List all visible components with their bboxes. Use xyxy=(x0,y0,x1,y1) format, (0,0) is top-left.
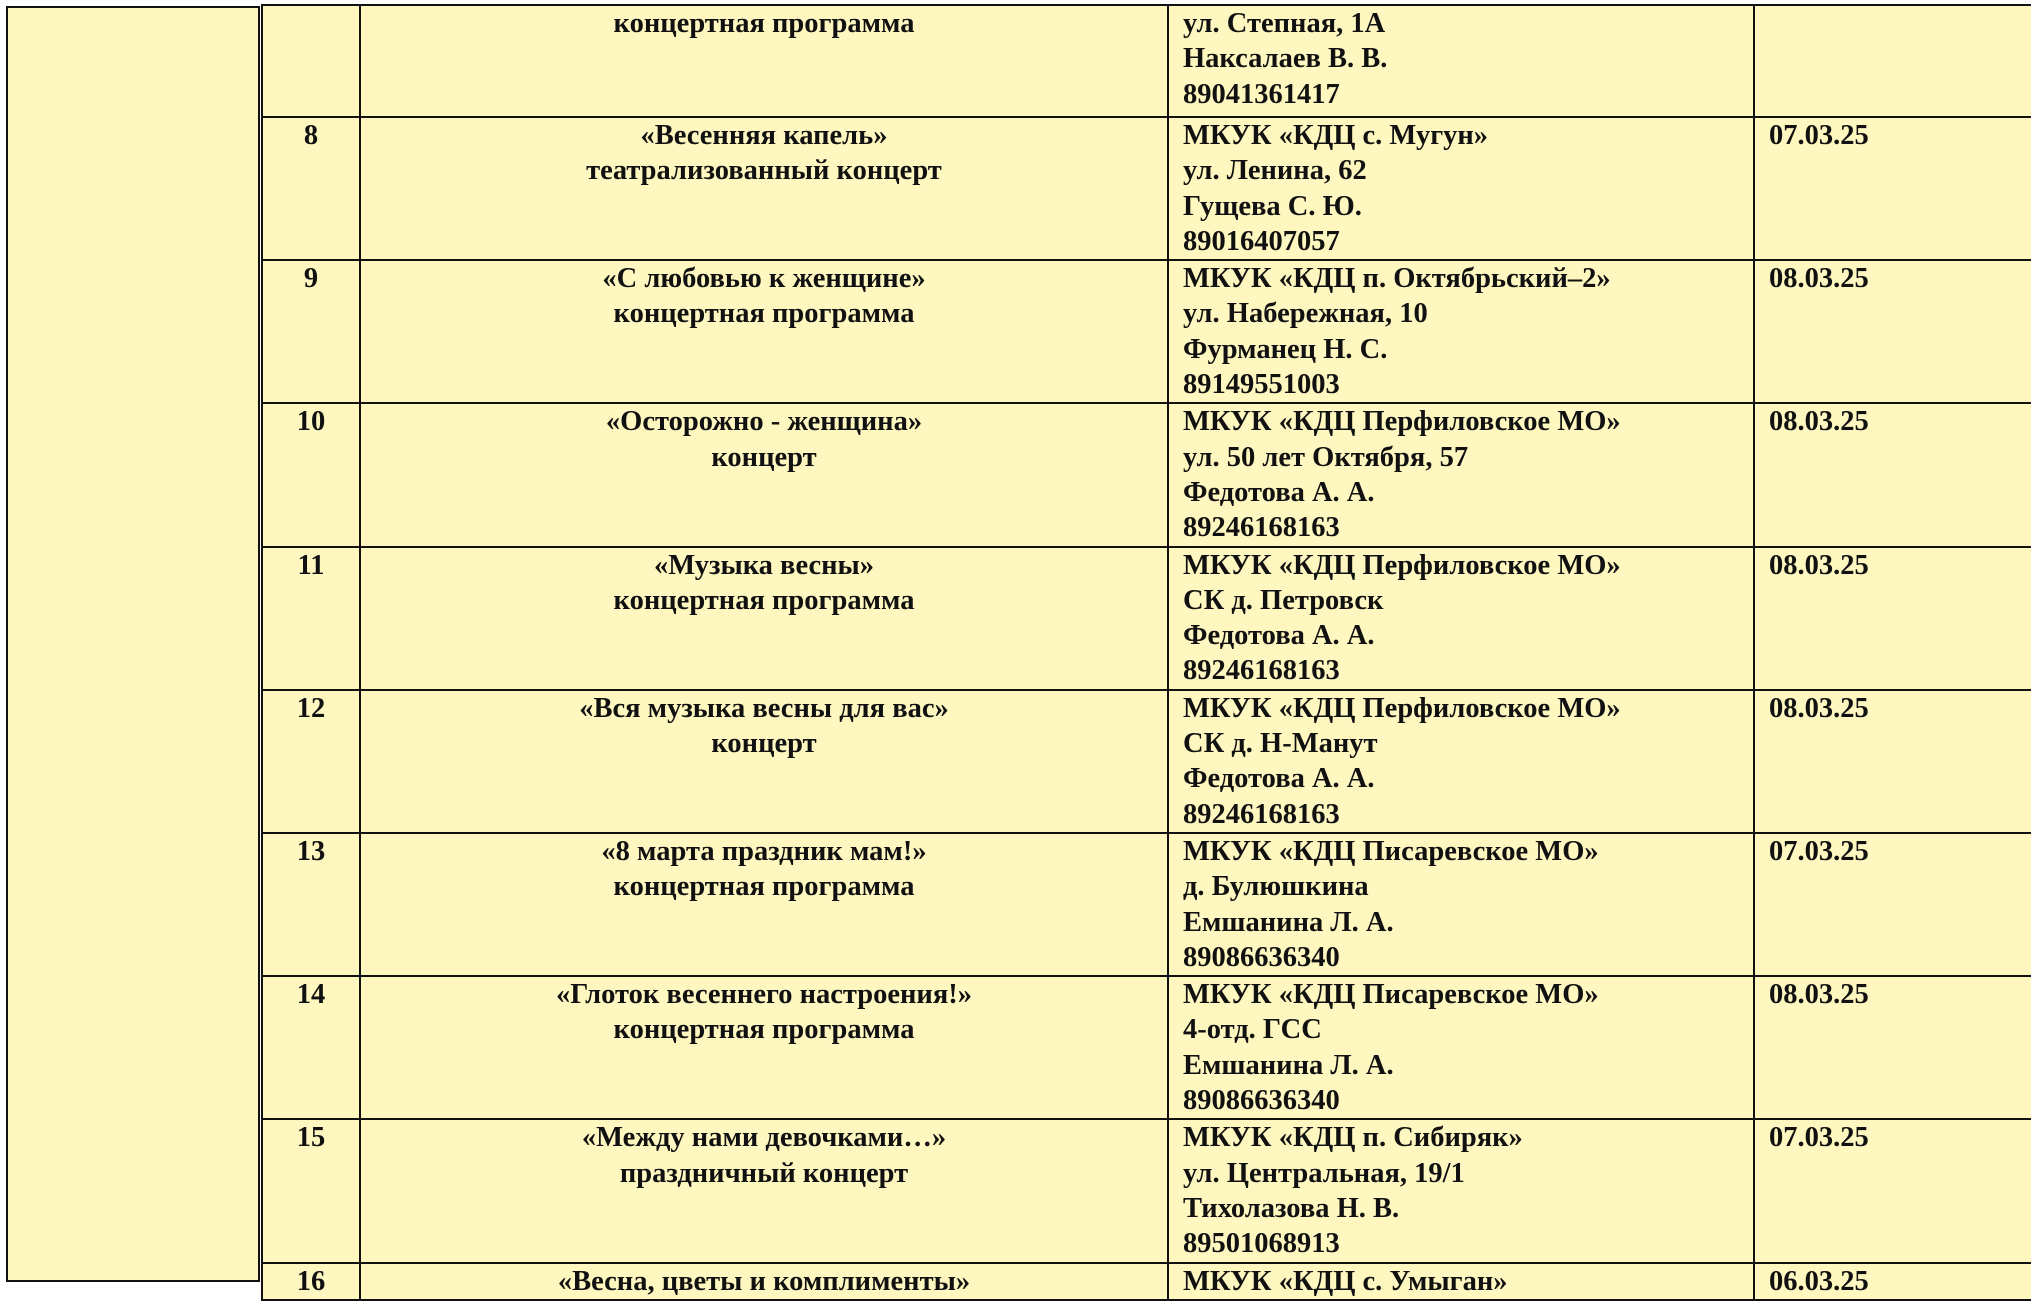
event-type: концерт xyxy=(711,441,817,473)
row-number-cell: 9 xyxy=(262,260,360,403)
event-type: концертная программа xyxy=(613,871,915,903)
venue-phone: 89149551003 xyxy=(1183,369,1340,401)
venue-contact: Наксалаев В. В. xyxy=(1183,43,1388,75)
venue-cell xyxy=(1168,976,1754,1119)
event-cell xyxy=(360,260,1168,403)
event-cell xyxy=(360,690,1168,833)
event-cell xyxy=(360,833,1168,976)
row-number-cell: 15 xyxy=(262,1119,360,1262)
venue-cell xyxy=(1168,1263,1754,1300)
row-number-cell: 10 xyxy=(262,403,360,546)
event-title: «Между нами девочками…» xyxy=(581,1122,947,1154)
table-row xyxy=(262,117,2031,260)
table-row xyxy=(262,976,2031,1119)
venue-phone: 89246168163 xyxy=(1183,512,1340,544)
date-cell: 07.03.25 xyxy=(1754,1119,2031,1262)
venue-contact: Емшанина Л. А. xyxy=(1183,906,1394,938)
document-page xyxy=(6,6,2027,1297)
table-row xyxy=(262,833,2031,976)
event-type: театрализованный концерт xyxy=(586,155,942,187)
venue-name: МКУК «КДЦ п. Октябрьский–2» xyxy=(1183,263,1611,295)
table-row xyxy=(262,403,2031,546)
event-cell xyxy=(360,976,1168,1119)
venue-address: д. Булюшкина xyxy=(1183,871,1369,903)
venue-name: МКУК «КДЦ с. Мугун» xyxy=(1183,120,1489,151)
event-cell xyxy=(360,5,1168,117)
table-row xyxy=(262,260,2031,403)
venue-cell xyxy=(1168,690,1754,833)
table-row xyxy=(262,5,2031,117)
venue-phone: 89041361417 xyxy=(1183,78,1340,110)
venue-address: ул. Ленина, 62 xyxy=(1183,155,1367,187)
venue-name: МКУК «КДЦ с. Умыган» xyxy=(1183,1265,1508,1297)
venue-cell xyxy=(1168,1119,1754,1262)
row-number-cell: 13 xyxy=(262,833,360,976)
date-cell: 08.03.25 xyxy=(1754,690,2031,833)
row-number-cell: 12 xyxy=(262,690,360,833)
event-cell xyxy=(360,547,1168,690)
venue-cell xyxy=(1168,403,1754,546)
events-table xyxy=(261,4,2031,1301)
event-type: концертная программа xyxy=(613,1014,915,1046)
venue-cell xyxy=(1168,833,1754,976)
event-title: «Музыка весны» xyxy=(653,549,875,581)
venue-address: СК д. Н-Манут xyxy=(1183,728,1378,760)
venue-name: МКУК «КДЦ п. Сибиряк» xyxy=(1183,1122,1523,1154)
table-row xyxy=(262,690,2031,833)
venue-contact: Федотова А. А. xyxy=(1183,476,1375,508)
venue-contact: Гущева С. Ю. xyxy=(1183,190,1362,222)
venue-address: ул. Набережная, 10 xyxy=(1183,298,1428,330)
event-type: концерт xyxy=(711,728,817,760)
venue-phone: 89086636340 xyxy=(1183,1085,1340,1117)
date-cell: 07.03.25 xyxy=(1754,117,2031,260)
venue-cell xyxy=(1168,117,1754,260)
table-row xyxy=(262,1263,2031,1300)
venue-address: ул. Центральная, 19/1 xyxy=(1183,1157,1465,1189)
event-title: «Вся музыка весны для вас» xyxy=(579,692,949,724)
merged-left-cell xyxy=(6,6,260,1282)
event-title: «Весенняя капель» xyxy=(640,120,888,151)
venue-name: МКУК «КДЦ Перфиловское МО» xyxy=(1183,549,1621,581)
venue-cell xyxy=(1168,547,1754,690)
venue-phone: 89246168163 xyxy=(1183,798,1340,830)
venue-address: ул. Степная, 1А xyxy=(1183,8,1386,39)
event-cell xyxy=(360,403,1168,546)
date-cell: 08.03.25 xyxy=(1754,260,2031,403)
venue-cell xyxy=(1168,260,1754,403)
date-cell: 08.03.25 xyxy=(1754,976,2031,1119)
event-type: праздничный концерт xyxy=(619,1157,909,1189)
date-cell: 08.03.25 xyxy=(1754,547,2031,690)
date-cell: 06.03.25 xyxy=(1754,1263,2031,1300)
venue-name: МКУК «КДЦ Перфиловское МО» xyxy=(1183,692,1621,724)
venue-contact: Федотова А. А. xyxy=(1183,620,1375,652)
event-type: концертная программа xyxy=(613,298,915,330)
row-number-cell: 8 xyxy=(262,117,360,260)
row-number-cell xyxy=(262,5,360,117)
row-number-cell: 16 xyxy=(262,1263,360,1300)
event-title: «Осторожно - женщина» xyxy=(605,406,923,438)
venue-name: МКУК «КДЦ Писаревское МО» xyxy=(1183,835,1599,867)
event-cell xyxy=(360,1263,1168,1300)
table-row xyxy=(262,1119,2031,1262)
venue-phone: 89246168163 xyxy=(1183,655,1340,687)
row-number-cell: 11 xyxy=(262,547,360,690)
venue-address: СК д. Петровск xyxy=(1183,584,1384,616)
event-title: «С любовью к женщине» xyxy=(602,263,926,295)
event-title: «8 марта праздник мам!» xyxy=(601,835,927,867)
venue-cell xyxy=(1168,5,1754,117)
venue-name: МКУК «КДЦ Писаревское МО» xyxy=(1183,979,1599,1011)
date-cell: 08.03.25 xyxy=(1754,403,2031,546)
event-title: «Весна, цветы и комплименты» xyxy=(557,1265,971,1297)
event-type: концертная программа xyxy=(613,584,915,616)
date-cell xyxy=(1754,5,2031,117)
event-cell xyxy=(360,1119,1168,1262)
venue-address: 4-отд. ГСС xyxy=(1183,1014,1322,1046)
venue-contact: Фурманец Н. С. xyxy=(1183,333,1388,365)
venue-name: МКУК «КДЦ Перфиловское МО» xyxy=(1183,406,1621,438)
row-number-cell: 14 xyxy=(262,976,360,1119)
venue-phone: 89086636340 xyxy=(1183,941,1340,973)
date-cell: 07.03.25 xyxy=(1754,833,2031,976)
venue-phone: 89501068913 xyxy=(1183,1228,1340,1260)
venue-contact: Емшанина Л. А. xyxy=(1183,1049,1394,1081)
event-type: концертная программа xyxy=(613,8,915,39)
event-title: «Глоток весеннего настроения!» xyxy=(555,979,972,1011)
venue-contact: Тихолазова Н. В. xyxy=(1183,1192,1400,1224)
venue-address: ул. 50 лет Октября, 57 xyxy=(1183,441,1469,473)
venue-contact: Федотова А. А. xyxy=(1183,763,1375,795)
event-cell xyxy=(360,117,1168,260)
table-row xyxy=(262,547,2031,690)
venue-phone: 89016407057 xyxy=(1183,225,1340,257)
